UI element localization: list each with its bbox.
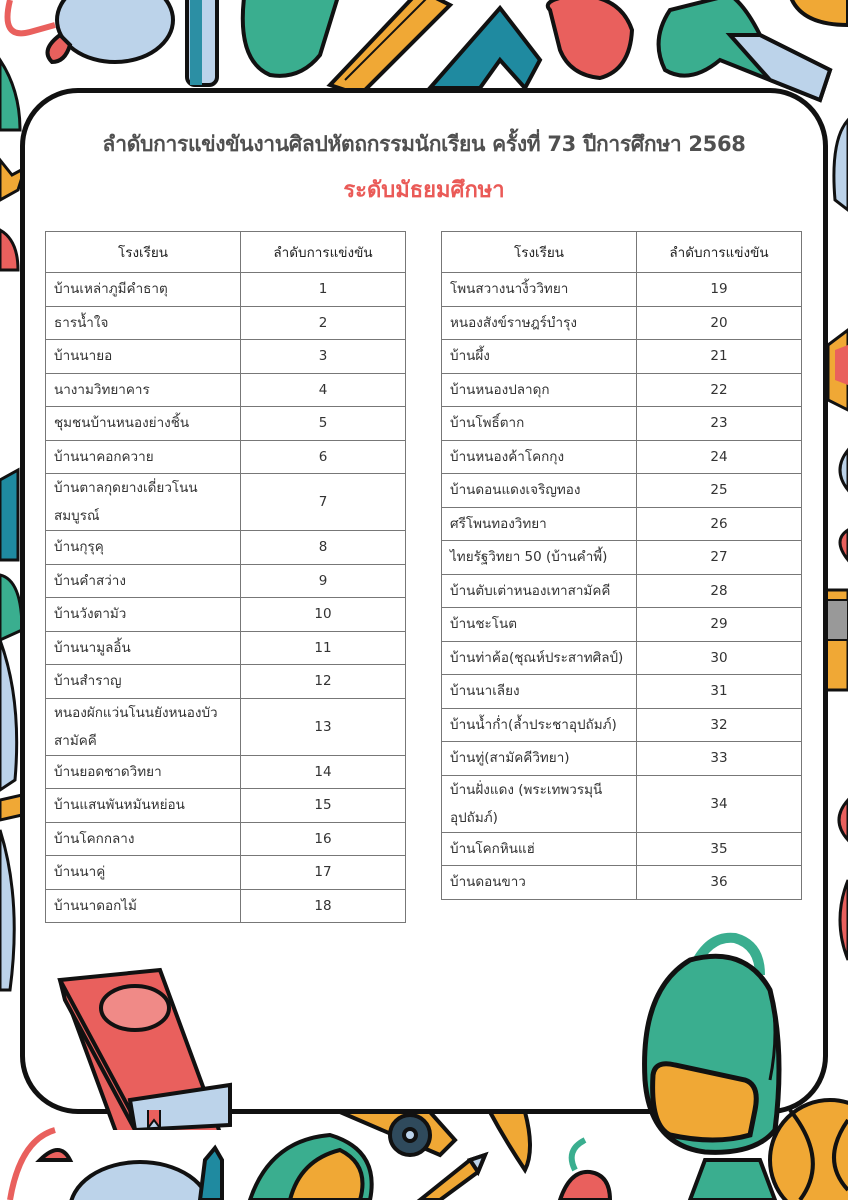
school-name-cell: หนองสังข์ราษฎร์บำรุง — [442, 306, 637, 340]
table-row — [46, 306, 406, 340]
table-row — [46, 789, 406, 823]
school-name-cell: ชุมชนบ้านหนองย่างชิ้น — [46, 407, 241, 441]
competition-order-cell: 35 — [637, 832, 802, 866]
table-row — [442, 306, 802, 340]
school-name-cell: บ้านนาคู่ — [46, 856, 241, 890]
table-row — [442, 675, 802, 709]
table-row — [46, 822, 406, 856]
backpack-icon — [250, 1135, 372, 1200]
competition-order-cell: 18 — [241, 889, 406, 923]
table-row — [442, 407, 802, 441]
competition-order-cell: 20 — [637, 306, 802, 340]
table-row — [442, 574, 802, 608]
column-header-school: โรงเรียน — [46, 232, 241, 273]
alarm-clock-icon — [8, 0, 174, 62]
table-row — [442, 474, 802, 508]
school-name-cell: บ้านดอนขาว — [442, 866, 637, 900]
table-row — [442, 832, 802, 866]
school-name-cell: บ้านทู่(สามัคคีวิทยา) — [442, 742, 637, 776]
school-name-cell: ศรีโพนทองวิทยา — [442, 507, 637, 541]
competition-order-cell: 2 — [241, 306, 406, 340]
apple-icon — [548, 0, 632, 78]
table-row — [46, 889, 406, 923]
school-name-cell: หนองผักแว่นโนนยังหนองบัวสามัคคี — [46, 698, 241, 755]
table-row — [442, 373, 802, 407]
school-name-cell: บ้านนาคอกควาย — [46, 440, 241, 474]
table-row — [46, 665, 406, 699]
school-name-cell: บ้านกุรุคุ — [46, 531, 241, 565]
book-icon — [40, 960, 240, 1130]
school-name-cell: บ้านสำราญ — [46, 665, 241, 699]
competition-order-cell: 5 — [241, 407, 406, 441]
school-name-cell: บ้านตาลกุดยางเดี่ยวโนนสมบูรณ์ — [46, 474, 241, 531]
competition-order-cell: 33 — [637, 742, 802, 776]
table-row — [442, 440, 802, 474]
competition-order-cell: 13 — [241, 698, 406, 755]
page-subtitle: ระดับมัธยมศึกษา — [343, 178, 505, 203]
school-name-cell: บ้านเหล่าภูมีคำธาตุ — [46, 273, 241, 307]
pencil-icon — [420, 1155, 485, 1200]
school-name-cell: บ้านหนองค้าโคกกุง — [442, 440, 637, 474]
table-row — [442, 866, 802, 900]
school-name-cell: บ้านหนองปลาดุก — [442, 373, 637, 407]
table-row — [46, 856, 406, 890]
competition-order-cell: 23 — [637, 407, 802, 441]
competition-order-cell: 6 — [241, 440, 406, 474]
competition-order-cell: 15 — [241, 789, 406, 823]
table-header-row — [442, 232, 802, 273]
competition-order-cell: 26 — [637, 507, 802, 541]
competition-order-cell: 31 — [637, 675, 802, 709]
alarm-clock-icon — [10, 1130, 210, 1200]
table-row — [46, 698, 406, 755]
pencil-icon — [330, 0, 450, 95]
school-name-cell: บ้านนาดอกไม้ — [46, 889, 241, 923]
school-name-cell: บ้านวังตามัว — [46, 598, 241, 632]
school-name-cell: บ้านคำสว่าง — [46, 564, 241, 598]
competition-order-cell: 3 — [241, 340, 406, 374]
competition-order-cell: 21 — [637, 340, 802, 374]
competition-order-cell: 16 — [241, 822, 406, 856]
competition-order-cell: 28 — [637, 574, 802, 608]
table-row — [46, 440, 406, 474]
page-title: ลำดับการแข่งขันงานศิลปหัตถกรรมนักเรียน ครั้งที่ 73 ปีการศึกษา 2568 — [102, 132, 746, 156]
competition-order-cell: 8 — [241, 531, 406, 565]
pen-icon — [200, 1148, 222, 1200]
apple-icon — [560, 1140, 610, 1200]
school-name-cell: บ้านตับเต่าหนองเทาสามัคคี — [442, 574, 637, 608]
table-row — [46, 755, 406, 789]
ranking-table-right — [441, 231, 802, 900]
ruler-icon — [430, 8, 540, 88]
school-name-cell: บ้านท่าค้อ(ชุณห์ประสาทศิลป์) — [442, 641, 637, 675]
competition-order-cell: 4 — [241, 373, 406, 407]
competition-order-cell: 32 — [637, 708, 802, 742]
table-row — [46, 474, 406, 531]
competition-order-cell: 29 — [637, 608, 802, 642]
competition-order-cell: 27 — [637, 541, 802, 575]
backpack-icon — [243, 0, 340, 76]
school-name-cell: บ้านผึ้ง — [442, 340, 637, 374]
table-row — [46, 631, 406, 665]
competition-order-cell: 7 — [241, 474, 406, 531]
backpack-icon — [635, 930, 795, 1170]
school-name-cell: บ้านน้ำก่ำ(ล้ำประชาอุปถัมภ์) — [442, 708, 637, 742]
school-name-cell: บ้านนามูลอิ้น — [46, 631, 241, 665]
competition-order-cell: 11 — [241, 631, 406, 665]
pen-icon — [187, 0, 217, 85]
table-row — [46, 340, 406, 374]
competition-order-cell: 24 — [637, 440, 802, 474]
table-row — [442, 507, 802, 541]
competition-order-cell: 36 — [637, 866, 802, 900]
competition-order-cell: 10 — [241, 598, 406, 632]
table-row — [442, 742, 802, 776]
competition-order-cell: 17 — [241, 856, 406, 890]
table-row — [442, 775, 802, 832]
table-row — [46, 407, 406, 441]
column-header-order: ลำดับการแข่งขัน — [637, 232, 802, 273]
competition-order-cell: 1 — [241, 273, 406, 307]
table-row — [442, 273, 802, 307]
school-name-cell: ธารน้ำใจ — [46, 306, 241, 340]
school-name-cell: บ้านโคกกลาง — [46, 822, 241, 856]
table-row — [442, 608, 802, 642]
competition-order-cell: 12 — [241, 665, 406, 699]
competition-order-cell: 25 — [637, 474, 802, 508]
table-body — [442, 273, 802, 900]
column-header-order: ลำดับการแข่งขัน — [241, 232, 406, 273]
school-name-cell: บ้านชะโนต — [442, 608, 637, 642]
table-row — [46, 598, 406, 632]
table-row — [442, 641, 802, 675]
competition-order-cell: 19 — [637, 273, 802, 307]
school-name-cell: ไทยรัฐวิทยา 50 (บ้านคำพี้) — [442, 541, 637, 575]
competition-order-cell: 9 — [241, 564, 406, 598]
table-body — [46, 273, 406, 923]
competition-order-cell: 34 — [637, 775, 802, 832]
school-name-cell: บ้านแสนพันหมันหย่อน — [46, 789, 241, 823]
banana-icon — [490, 1112, 530, 1170]
table-row — [46, 273, 406, 307]
school-name-cell: บ้านโพธิ์ตาก — [442, 407, 637, 441]
table-header-row — [46, 232, 406, 273]
school-name-cell: บ้านยอดชาดวิทยา — [46, 755, 241, 789]
table-row — [442, 708, 802, 742]
school-name-cell: บ้านโคกหินแฮ่ — [442, 832, 637, 866]
school-name-cell: บ้านฝั่งแดง (พระเทพวรมุนีอุปถัมภ์) — [442, 775, 637, 832]
school-name-cell: บ้านนายอ — [46, 340, 241, 374]
school-name-cell: โพนสวางนางิ้ววิทยา — [442, 273, 637, 307]
school-name-cell: บ้านนาเลียง — [442, 675, 637, 709]
school-name-cell: บ้านดอนแดงเจริญทอง — [442, 474, 637, 508]
table-row — [442, 340, 802, 374]
column-header-school: โรงเรียน — [442, 232, 637, 273]
competition-order-cell: 14 — [241, 755, 406, 789]
table-row — [46, 564, 406, 598]
table-row — [442, 541, 802, 575]
table-row — [46, 373, 406, 407]
school-name-cell: นางามวิทยาคาร — [46, 373, 241, 407]
ranking-table-left — [45, 231, 406, 923]
table-row — [46, 531, 406, 565]
competition-order-cell: 30 — [637, 641, 802, 675]
competition-order-cell: 22 — [637, 373, 802, 407]
